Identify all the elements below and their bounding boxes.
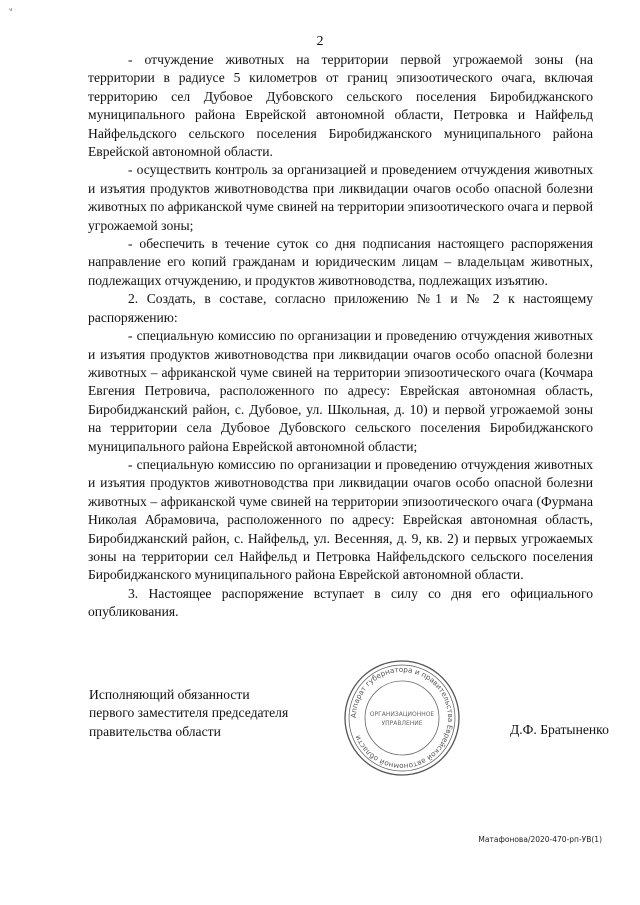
corner-mark: ᵥ	[7, 3, 15, 15]
seal-ring-text: Аппарат губернатора и правительства Еврейской автономной области	[348, 664, 456, 772]
seal-center-text-2: УПРАВЛЕНИЕ	[381, 720, 423, 727]
seal-center-text-1: ОРГАНИЗАЦИОННОЕ	[369, 711, 435, 718]
official-seal-stamp	[342, 658, 462, 778]
paragraph-item-2: 2. Создать, в составе, согласно приложению №1 и № 2 к настоящему распоряжению:	[88, 291, 593, 325]
signatory-name: Д.Ф. Братыненко	[510, 722, 609, 737]
paragraph-alienation-first-zone: - отчуждение животных на территории первой угрожаемой зоны (на территории в радиусе 5 километров от границ эпизоотического очага, включая территорию сел Дубовое Дубовского сельского поселения Биробиджанского муниципального района Еврейской автономной области, Петровка и Найфельд Найфельдского сельского поселения Биробиджанского муниципального района Еврейской автономной области.	[88, 52, 593, 160]
signatory-title-line-2: первого заместителя председателя	[89, 705, 289, 721]
signatory-title-line-3: правительства области	[89, 723, 221, 739]
footer-document-reference: Матафонова/2020-470-рп-УВ(1)	[478, 835, 602, 844]
paragraph-control: - осуществить контроль за организацией и проведением отчуждения животных и изъятия продуктов животноводства при ликвидации очагов особо опасной болезни животных по африканской чуме свиней на территории эпизоотического очага и первой угрожаемой зоны;	[88, 162, 593, 233]
signatory-title	[89, 686, 288, 741]
document-body	[88, 51, 593, 622]
signatory-title-line-1: Исполняющий обязанности	[89, 687, 250, 702]
paragraph-copies: - обеспечить в течение суток со дня подписания настоящего распоряжения направление его копий гражданам и юридическим лицам – владельцам животных, подлежащих отчуждению, и продуктов животноводства, подлежащих изъятию.	[88, 236, 593, 288]
paragraph-commission-dubovoe: - специальную комиссию по организации и проведению отчуждения животных и изъятия продуктов животноводства при ликвидации очагов особо опасной болезни животных – африканской чуме свиней на территории эпизоотического очага (Кочмара Евгения Петровича, расположенного по адресу: Еврейская автономная область, Биробиджанский район, с. Дубовое, ул. Школьная, д. 10) и первой угрожаемой зоны на территории села Дубовое Дубовского сельского поселения Биробиджанского муниципального района Еврейской автономной области;	[88, 328, 593, 454]
paragraph-commission-naifeld: - специальную комиссию по организации и проведению отчуждения животных и изъятия продуктов животноводства при ликвидации очагов особо опасной болезни животных – африканской чуме свиней на территории эпизоотического очага (Фурмана Николая Абрамовича, расположенного по адресу: Еврейская автономная область, Биробиджанский район, с. Найфельд, ул. Весенняя, д. 9, кв. 2) и первых угрожаемых зоны на территории сел Найфельд и Петровка Найфельдского сельского поселения Биробиджанского муниципального района Еврейской автономной области.	[88, 456, 593, 583]
paragraph-item-3: 3. Настоящее распоряжение вступает в силу со дня его официального опубликования.	[88, 585, 593, 620]
page-number: 2	[316, 34, 324, 49]
